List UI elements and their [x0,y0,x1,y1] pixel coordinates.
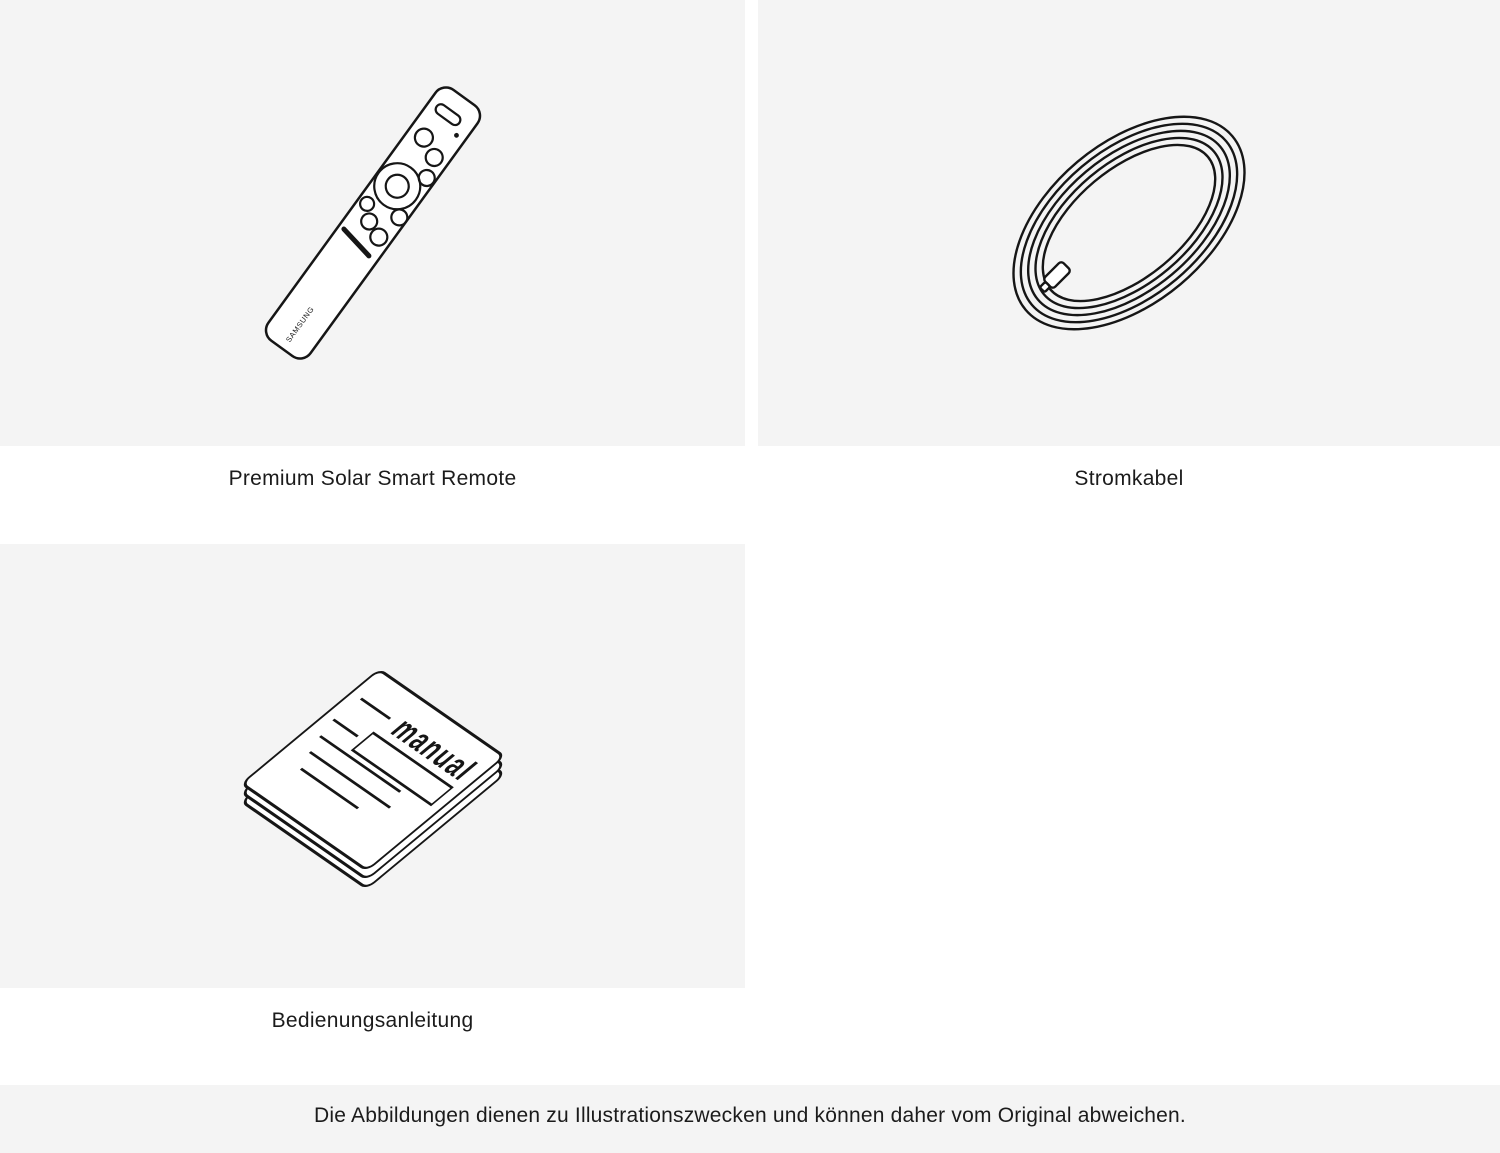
disclaimer-band [0,1085,1500,1153]
disclaimer-text: Die Abbildungen dienen zu Illustrationszwecken und können daher vom Original abweichen. [314,1104,1186,1127]
manual-cover-text: manual [382,712,484,788]
cable-card [758,0,1500,446]
remote-control-illustration [158,8,588,438]
manual-card [0,544,745,988]
remote-caption: Premium Solar Smart Remote [228,467,517,490]
remote-card [0,0,745,446]
user-manual-illustration [153,546,593,986]
power-cable-illustration [914,8,1344,438]
cable-coil [974,75,1284,371]
samsung-brand-text: SAMSUNG [283,304,316,345]
manual-cover [241,670,503,871]
cable-caption: Stromkabel [1074,467,1184,490]
manual-caption: Bedienungsanleitung [271,1009,474,1032]
